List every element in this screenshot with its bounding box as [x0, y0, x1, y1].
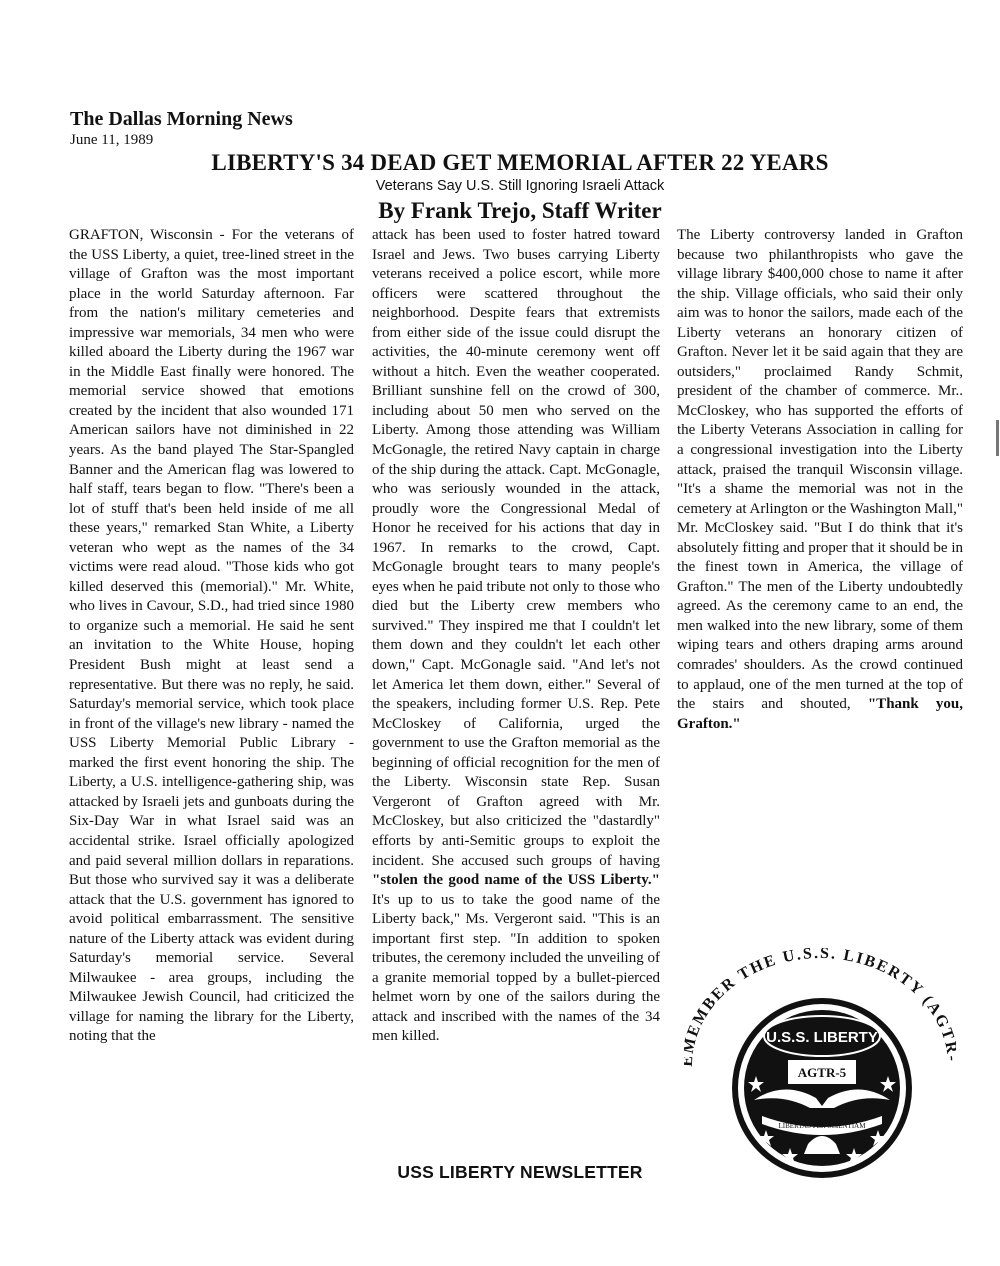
- seal-ribbon-text: LIBERTAS PER SCIENTIAM: [778, 1122, 866, 1130]
- uss-liberty-seal: [684, 948, 956, 1178]
- article-column-1: [69, 226, 354, 1047]
- article-column-3: [677, 226, 963, 734]
- article-headline: LIBERTY'S 34 DEAD GET MEMORIAL AFTER 22 YEARS: [211, 150, 829, 175]
- article-byline: By Frank Trejo, Staff Writer: [378, 198, 662, 223]
- article-column-2: [372, 226, 660, 1047]
- column-3-bold-quote: "Thank you, Grafton.": [677, 696, 964, 732]
- column-2-text-a: attack has been used to foster hatred toward Israel and Jews. Two buses carrying Liberty veterans received a police escort, while more officers were scattered throughout the neighborhood. Despite fears that extremists from either side of the issue could disrupt the activities, the 40-minute ceremony went off without a hitch. Even the weather cooperated. Brilliant sunshine fell on the crowd of 300, including about 50 men who served on the Liberty. Among those attending was William McGonagle, the retired Navy captain in charge of the ship during the attack. Capt. McGonagle, who was seriously wounded in the attack, proudly wore the Congressional Medal of Honor he received for his actions that day in 1967. In remarks to the crowd, Capt. McGonagle brought tears to many people's eyes when he paid tribute not only to those who died but the Liberty crew members who survived." They inspired me that I couldn't let them down and they couldn't let each other down," Capt. McGonagle said. "And let's not let America let them down, either." Several of the speakers, including former U.S. Rep. Pete McCloskey of California, urged the government to use the Grafton memorial as the beginning of official recognition for the men of the Liberty. Wisconsin state Rep. Susan Vergeront of Grafton agreed with Mr. McCloskey, but also criticized the "dastardly" efforts by anti-Semitic groups to exploit the incident. She accused such groups of having: [372, 227, 660, 869]
- newsletter-footer: USS LIBERTY NEWSLETTER: [397, 1162, 643, 1182]
- scan-edge-mark: [996, 420, 999, 456]
- column-3-text-a: The Liberty controversy landed in Grafton because two philanthropists who gave the village library $400,000 chose to name it after the ship. Village officials, who said their only aim was to honor the sailors, made each of the Liberty veterans an honorary citizen of Grafton. Never let it be said again that they are outsiders," proclaimed Randy Schmit, president of the chamber of commerce. Mr.. McCloskey, who has supported the efforts of the Liberty Veterans Association in calling for a congressional investigation into the Liberty attack, praised the tranquil Wisconsin village. "It's a shame the memorial was not in the cemetery at Arlington or the Washington Mall," Mr. McCloskey said. "But I do think that it's absolutely fitting and proper that it should be in the finest town in America, the village of Grafton." The men of the Liberty undoubtedly agreed. As the ceremony came to an end, the men walked into the new library, some of them wiping tears and others draping arms around comrades' shoulders. As the crowd continued to applaud, one of the men turned at the top of the stairs and shouted,: [677, 227, 963, 713]
- source-date: June 11, 1989: [70, 132, 154, 148]
- column-2-bold-quote: "stolen the good name of the USS Liberty.": [372, 872, 660, 889]
- eagle-seal-emblem-icon: [684, 948, 956, 1178]
- article-subheadline: Veterans Say U.S. Still Ignoring Israeli Attack: [375, 178, 665, 194]
- seal-outer-text: EMBER THE U.S.S. LIBERTY (AGT: [684, 948, 956, 1044]
- source-name: The Dallas Morning News: [70, 108, 293, 130]
- column-1-text: GRAFTON, Wisconsin - For the veterans of the USS Liberty, a quiet, tree-lined street in the village of Grafton was the most important place in the world Saturday afternoon. Far from the nation's military cemeteries and impressive war memorials, 34 men who were killed aboard the Liberty during the 1967 war in the Middle East finally were honored. The memorial service showed that emotions created by the incident that also wounded 171 American sailors have not diminished in 22 years. As the band played The Star-Spangled Banner and the American flag was lowered to half staff, tears began to flow. "There's been a lot of stuff that's been held inside of me all these years," remarked Stan White, a Liberty veteran who wept as the names of the 34 victims were read aloud. "Those kids who got killed deserved this (memorial)." Mr. White, who lives in Cavour, S.D., had tried since 1980 to organize such a memorial. He said he sent an invitation to the White House, hoping President Bush might at least send a representative. But there was no reply, he said. Saturday's memorial service, which took place in front of the village's new library - named the USS Liberty Memorial Public Library - marked the first event honoring the ship. The Liberty, a U.S. intelligence-gathering ship, was attacked by Israeli jets and gunboats during the Six-Day War in what Israel said was an accidental strike. Israel officially apologized and paid several million dollars in reparations. But those who survived say it was a deliberate attack that the U.S. government has ignored to avoid political embarrassment. The sensitive nature of the Liberty attack was evident during Saturday's memorial service. Several Milwaukee - area groups, including the Milwaukee Jewish Council, had criticized the village for naming the library for the Liberty, noting that the: [69, 227, 354, 1045]
- column-2-text: [372, 226, 660, 1047]
- column-3-text: [677, 226, 963, 734]
- seal-hull-text: AGTR-5: [797, 1065, 847, 1080]
- newspaper-source: [70, 108, 293, 150]
- column-2-text-b: It's up to us to take the good name of the Liberty back," Ms. Vergeront said. "This is an important first step. "In addition to spoken tributes, the ceremony included the unveiling of a granite memorial topped by a bullet-pierced helmet worn by one of the sailors during the attack and inscribed with the names of the 34 men killed.: [372, 891, 660, 1045]
- seal-banner-text: U.S.S. LIBERTY: [766, 1029, 878, 1046]
